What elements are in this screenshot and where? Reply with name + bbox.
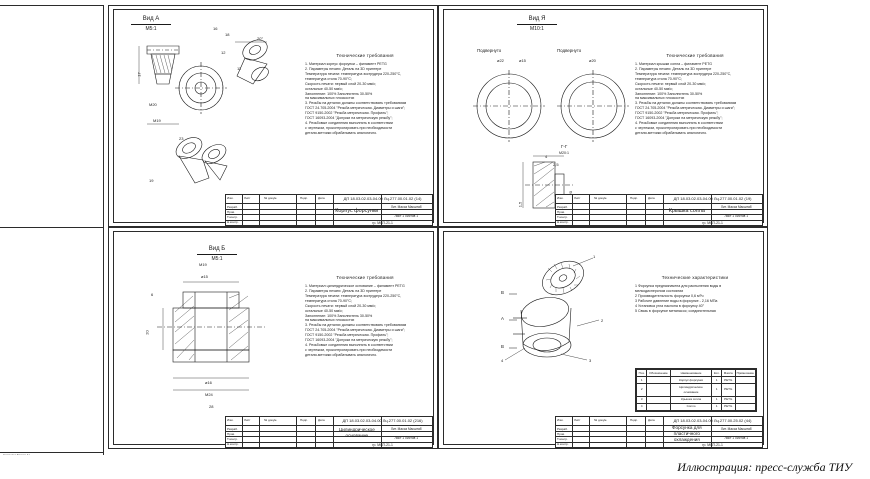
dim-osn-28: 28: [209, 404, 214, 409]
stamp-row-nkontr: Н.контр.: [557, 442, 569, 446]
view-title-korpus: Вид А М5:1: [131, 16, 171, 33]
dim-osn-20: 20: [144, 330, 150, 335]
spec-header-name: Наименование: [670, 370, 712, 377]
sheet-left-margin: [0, 5, 108, 455]
title-block-sborka: [555, 416, 763, 448]
dim-osn-m19: М19: [199, 262, 207, 267]
title-block-kryshka: [555, 194, 763, 226]
spec-header-note: Примечание: [735, 370, 755, 377]
stamp-org: гр. МСП-21-1: [702, 220, 723, 225]
stamp-col-podp: Подп.: [630, 418, 638, 422]
stamp-row-nkontr: Н.контр.: [557, 220, 569, 224]
stamp-row-prov: Пров.: [227, 432, 235, 436]
stamp-col-izm: Изм.: [227, 196, 234, 200]
balloon-3: 3: [589, 358, 592, 363]
stamp-row-tkontr: Т.контр.: [227, 215, 238, 219]
stamp-designation: ДП 18.03.02.03-04.00 Лц.277.00.25.02 (44): [673, 418, 752, 424]
stamp-col-podp: Подп.: [630, 196, 638, 200]
table-row: 2 Цилиндрическое основание 1 PETG: [637, 384, 756, 397]
stamp-part-name: Корпус форсунки: [335, 208, 379, 215]
stamp-row-razrab: Разраб.: [227, 205, 238, 209]
balloon-2: 2: [601, 318, 604, 323]
stamp-col-list: Лист: [574, 196, 581, 200]
stamp-row-tkontr: Т.контр.: [557, 215, 568, 219]
stamp-row-prov: Пров.: [227, 210, 235, 214]
tech-requirements-title: Технические требования: [336, 53, 394, 58]
stamp-part-name: Цилиндрическое основание: [338, 427, 375, 439]
spec-header-mass: Масса: [721, 370, 735, 377]
stamp-part-name: Форсунка для пластичного охлаждения: [672, 424, 702, 442]
spec-header-row: [637, 370, 756, 377]
tech-requirements-osnovanie: Технические требования 1. Материал цилиндрическое основание – филамент PETG 2. Параметры печати: Деталь на 3D принтере Температура печати: температура экструдера 220-250°C, температура стола 70-90°C; Скорость печати: первый слой 20-30 мм/с; остальные 40-50 мм/с; Заполнение: 100% Заполнитель 30-50% на максимальных плоскостях 3. Резьбы на деталях должны соответствовать требованиям ГОСТ 24.705-2004 "Резьба метрическая. Диаметры и шаги"; ГОСТ 9150-2002 "Резьба метрическая. Профиль"; ГОСТ 16093-2004 "Допуски на метрическую резьбу"; 4. Резьбовые соединения выполнять в соответствии с чертежом, проконтролировать при необходимости детали-метчики обрабатывать аналогично.: [305, 276, 425, 358]
dim-korpus-16: 16: [213, 26, 218, 31]
stamp-row-nkontr: Н.контр.: [227, 442, 239, 446]
dim-korpus-m20: М20: [149, 102, 157, 107]
stamp-col-podp: Подп.: [300, 196, 308, 200]
stamp-col-podp: Подп.: [300, 418, 308, 422]
dim-kryshka-15: ø15: [519, 58, 526, 63]
assembly-drawing: [453, 248, 633, 408]
stamp-col-izm: Изм.: [557, 196, 564, 200]
stamp-row-razrab: Разраб.: [557, 427, 568, 431]
stamp-designation: ДП 18.03.02.03-04.00 Лц.277.00.01.02 (14): [343, 196, 422, 202]
dim-korpus-18: 18: [225, 32, 230, 37]
tech-characteristics-sborka: Технические характеристики 1 Форсунка предназначена для распыления воды в мелкодисперсном состоянии 2 Производительность форсунки 0,6 м³/ч 3 Рабочее давление воды в форсунке - 2,16 МПа 4 Установка угла наклона в форсунку 40° 5 Связь в форсунке метанасос; соединительная: [635, 276, 755, 314]
specification-table: [635, 368, 757, 412]
image-caption: Иллюстрация: пресс-служба ТИУ: [0, 455, 870, 479]
stamp-col-list: Лист: [574, 418, 581, 422]
dim-kryshka-4: 4: [545, 154, 548, 159]
stamp-col-data: Дата: [318, 196, 325, 200]
stamp-meta-top: Лит. Масса Масштаб: [390, 205, 422, 210]
stamp-org: гр. МСП-21-1: [702, 442, 723, 447]
stamp-col-docnum: № докум.: [594, 196, 608, 200]
quadrant-kryshka: [438, 5, 768, 227]
stamp-meta-top: Лит. Масса Масштаб: [720, 205, 752, 210]
dim-osn-d16: ø16: [205, 380, 212, 385]
stamp-col-izm: Изм.: [227, 418, 234, 422]
section-label-gg: Г-Г: [561, 144, 568, 149]
title-block-korpus: [225, 194, 433, 226]
stamp-row-nkontr: Н.контр.: [227, 220, 239, 224]
dim-korpus-angle: 20°: [257, 36, 264, 41]
dim-korpus-17: 17: [136, 72, 142, 77]
table-row: 1 Корпус форсунки 1 PETG: [637, 377, 756, 384]
quadrant-sborka: [438, 227, 768, 449]
stamp-org: гр. МСП-21-1: [372, 220, 393, 225]
stamp-designation: ДП 18.03.02.03-04.00 Лц.277.00.01.02 (19): [673, 196, 752, 202]
view-title-kryshka: Вид Я М10:1: [517, 16, 557, 33]
stamp-meta-bottom: Лист 1 Листов 1: [394, 435, 418, 440]
section-mark-v-bottom: В: [501, 344, 504, 349]
section-mark-v-top: В: [501, 290, 504, 295]
dim-kryshka-22: ø22: [497, 58, 504, 63]
tech-requirements-korpus: Технические требования 1. Материал корпус форсунки – филамент PETG 2. Параметры печати: Деталь на 3D принтере Температура печати: температура экструдера 220-250°C, температура стола 70-90°C; Скорость печати: первый слой 20-30 мм/с; остальные 40-50 мм/с; Заполнение: 100% Заполнитель 30-50% на максимальных плоскостях 3. Резьбы на деталях должны соответствовать требованиям ГОСТ 24.705-2004 "Резьба метрическая. Диаметры и шаги"; ГОСТ 9150-2002 "Резьба метрическая. Профиль"; ГОСТ 16093-2004 "Допуски на метрическую резьбу"; 4. Резьбовые соединения выполнять в соответствии с чертежом, проконтролировать при необходимости детали-метчики обрабатывать аналогично.: [305, 54, 425, 136]
dim-korpus-m19: М19: [153, 118, 161, 123]
quadrant-osnovanie: [108, 227, 438, 449]
stamp-row-tkontr: Т.контр.: [227, 437, 238, 441]
dim-osn-d15: ø15: [201, 274, 208, 279]
stamp-meta-top: Лит. Масса Масштаб: [720, 427, 752, 432]
dim-korpus-12: 12: [221, 50, 226, 55]
dim-osn-m24: М24: [205, 392, 213, 397]
dim-kryshka-20: ø20: [589, 58, 596, 63]
section-mark-a: А: [501, 316, 504, 321]
osnovanie-drawing: [137, 268, 327, 418]
stamp-col-docnum: № докум.: [594, 418, 608, 422]
spec-header-designation: Обозначение: [647, 370, 670, 377]
dim-korpus-19: 19: [149, 178, 154, 183]
stamp-col-list: Лист: [244, 196, 251, 200]
quadrant-korpus: [108, 5, 438, 227]
stamp-meta-bottom: Лист 1 Листов 1: [394, 213, 418, 218]
tech-requirements-kryshka: Технические требования 1. Материал крышки сопла – филамент PETG 2. Параметры печати: Деталь на 3D принтере Температура печати: температура экструдера 220-250°C, температура стола 70-90°C; Скорость печати: первый слой 20-30 мм/с; остальные 40-50 мм/с; Заполнение: 100% Заполнитель 30-50% на максимальных плоскостях 3. Резьбы на деталях должны соответствовать требованиям ГОСТ 24.705-2004 "Резьба метрическая. Диаметры и шаги"; ГОСТ 9150-2002 "Резьба метрическая. Профиль"; ГОСТ 16093-2004 "Допуски на метрическую резьбу"; 4. Резьбовые соединения выполнять в соответствии с чертежом, проконтролировать при необходимости детали-метчики обрабатывать аналогично.: [635, 54, 755, 136]
stamp-col-data: Дата: [648, 418, 655, 422]
stamp-row-razrab: Разраб.: [227, 427, 238, 431]
spec-header-pos: Поз.: [637, 370, 647, 377]
stamp-meta-bottom: Лист 1 Листов 1: [724, 435, 748, 440]
stamp-row-razrab: Разраб.: [557, 205, 568, 209]
stamp-col-data: Дата: [318, 418, 325, 422]
tech-characteristics-title: Технические характеристики: [661, 275, 729, 280]
dim-kryshka-25: 2,5: [553, 162, 559, 167]
stamp-col-izm: Изм.: [557, 418, 564, 422]
stamp-col-list: Лист: [244, 418, 251, 422]
stamp-row-prov: Пров.: [557, 210, 565, 214]
stamp-designation: ДП 18.03.02.03-04.00 Лц.277.00.01.02 (216): [342, 418, 423, 424]
stamp-part-name: Крышка сопла: [668, 208, 705, 215]
stamp-meta-bottom: Лист 1 Листов 1: [724, 213, 748, 218]
section-scale-label: М20:1: [559, 151, 569, 155]
label-podvernuto-left: Подвернуто: [477, 48, 502, 53]
balloon-4: 4: [501, 358, 504, 363]
table-row: 4 Сопло 1 PETG: [637, 403, 756, 410]
title-block-osnovanie: [225, 416, 433, 448]
stamp-col-data: Дата: [648, 196, 655, 200]
dim-osn-6: 6: [151, 292, 154, 297]
dim-korpus-11: 11: [237, 66, 242, 71]
view-title-osnovanie: Вид Б М5:1: [197, 246, 237, 263]
stamp-meta-top: Лит. Масса Масштаб: [390, 427, 422, 432]
spec-header-qty: Кол.: [712, 370, 721, 377]
stamp-org: гр. МСП-21-1: [372, 442, 393, 447]
stamp-col-docnum: № докум.: [264, 196, 278, 200]
korpus-drawing: [117, 28, 307, 218]
label-podvernuto-right: Подвернуто: [557, 48, 582, 53]
stamp-row-prov: Пров.: [557, 432, 565, 436]
stamp-row-tkontr: Т.контр.: [557, 437, 568, 441]
balloon-1: 1: [593, 254, 596, 259]
stamp-col-docnum: № докум.: [264, 418, 278, 422]
dim-korpus-23: 23: [179, 136, 184, 141]
tech-requirements-title: Технические требования: [666, 53, 724, 58]
table-row: 3 Крышка сопла 1 PETG: [637, 396, 756, 403]
dim-kryshka-15b: 1,5: [517, 201, 523, 208]
tech-requirements-title: Технические требования: [336, 275, 394, 280]
